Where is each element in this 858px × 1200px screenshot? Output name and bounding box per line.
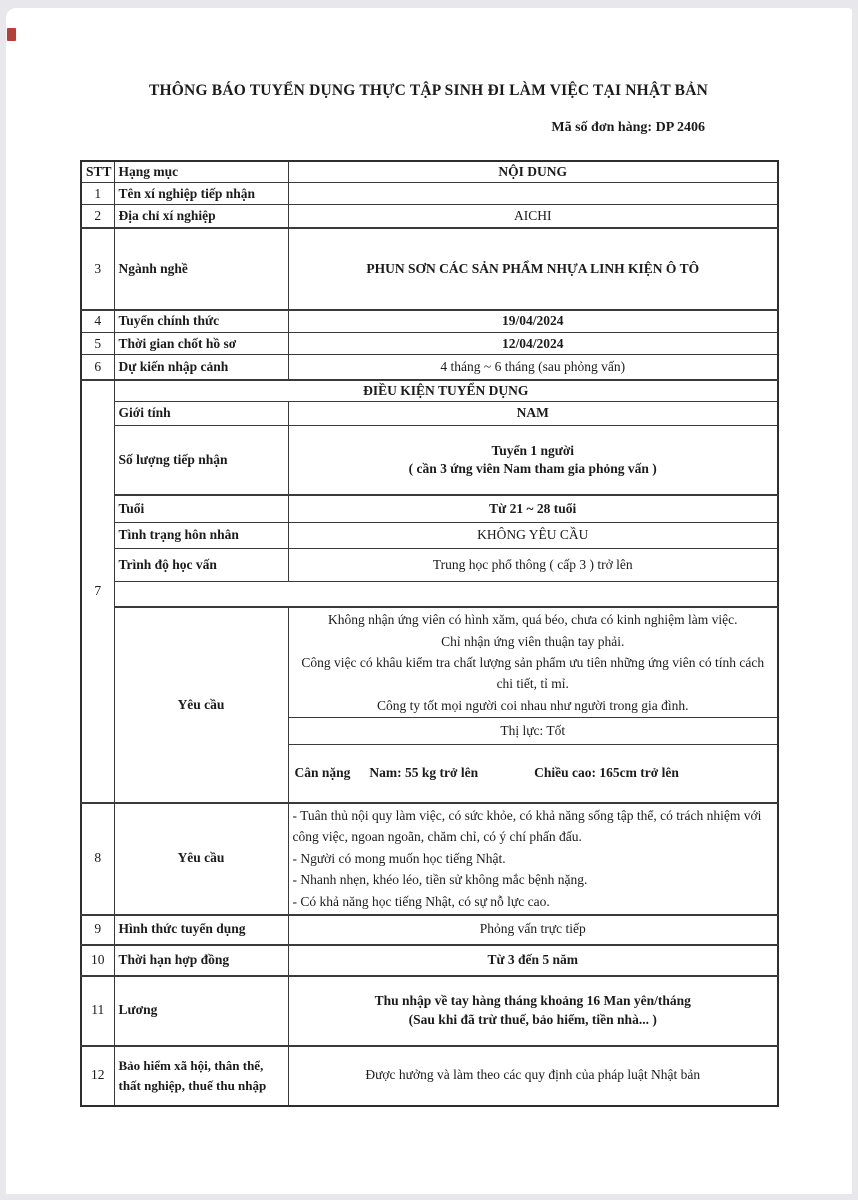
stt-cell: 1 [81, 183, 114, 205]
label-cell: Hình thức tuyển dụng [114, 915, 288, 945]
stt-cell: 4 [81, 310, 114, 333]
row-dia-chi [81, 205, 778, 228]
value-cell: KHÔNG YÊU CẦU [288, 522, 778, 548]
spacer-cell [114, 581, 778, 607]
weight-height-line [293, 764, 774, 782]
label-cell: Dự kiến nhập cảnh [114, 355, 288, 380]
weight-label: Cân nặng [294, 765, 351, 781]
value-cell [288, 183, 778, 205]
stt-cell: 11 [81, 976, 114, 1046]
label-cell: Ngành nghề [114, 228, 288, 310]
quantity-line1: Tuyển 1 người [491, 442, 575, 458]
value-cell: Được hưởng và làm theo các quy định của pháp luật Nhật bản [288, 1046, 778, 1106]
row-hon-nhan [81, 522, 778, 548]
label-cell: Trình độ học vấn [114, 548, 288, 581]
stt-cell: 3 [81, 228, 114, 310]
label-cell: Yêu cầu [114, 607, 288, 802]
value-cell: 12/04/2024 [288, 333, 778, 355]
stt-cell: 6 [81, 355, 114, 380]
row-thoi-gian-chot-ho-so [81, 333, 778, 355]
bullet-line: - Tuân thủ nội quy làm việc, có sức khỏe, có khả năng sống tập thể, có trách nhiệm với công việc, ngoan ngoãn, chăm chỉ, có ý chí phấn đấu. [292, 807, 762, 845]
header-content: NỘI DUNG [288, 161, 778, 183]
row-so-luong [81, 425, 778, 495]
row-du-kien-nhap-canh [81, 355, 778, 380]
bullet-line: - Có khả năng học tiếng Nhật, có sự nỗ lực cao. [292, 893, 550, 909]
label-cell: Tình trạng hôn nhân [114, 522, 288, 548]
salary-line1: Thu nhập về tay hàng tháng khoảng 16 Man yên/tháng [374, 993, 691, 1009]
requirement-list-cell [288, 803, 778, 915]
row-yeu-cau-8 [81, 803, 778, 915]
row-ten-xi-nghiep [81, 183, 778, 205]
order-code: Mã số đơn hàng: DP 2406 [551, 120, 705, 135]
value-cell: 19/04/2024 [288, 310, 778, 333]
label-cell: Yêu cầu [114, 803, 288, 915]
requirement-line: Công ty tốt mọi người coi nhau như người trong gia đình. [377, 697, 689, 713]
label-cell: Bảo hiểm xã hội, thân thể, thất nghiệp, thuế thu nhập [114, 1046, 288, 1106]
label-cell: Thời hạn hợp đồng [114, 945, 288, 976]
stt-cell: 8 [81, 803, 114, 915]
row-tuyen-chinh-thuc [81, 310, 778, 333]
header-category: Hạng mục [114, 161, 288, 183]
label-cell: Tuổi [114, 495, 288, 522]
row-hoc-van [81, 548, 778, 581]
table-header-row [81, 161, 778, 183]
header-stt: STT [81, 161, 114, 183]
value-cell [288, 425, 778, 495]
value-cell: AICHI [288, 205, 778, 228]
value-cell: Từ 21 ~ 28 tuổi [288, 495, 778, 522]
page-title: THÔNG BÁO TUYỂN DỤNG THỰC TẬP SINH ĐI LÀM VIỆC TẠI NHẬT BẢN [149, 82, 708, 99]
row-spacer [81, 581, 778, 607]
stt-cell: 5 [81, 333, 114, 355]
label-cell: Tên xí nghiệp tiếp nhận [114, 183, 288, 205]
bullet-line: - Nhanh nhẹn, khéo léo, tiền sử không mắc bệnh nặng. [292, 872, 588, 888]
stt-cell: 12 [81, 1046, 114, 1106]
label-cell: Địa chỉ xí nghiệp [114, 205, 288, 228]
salary-line2: (Sau khi đã trừ thuế, bảo hiểm, tiền nhà... ) [408, 1011, 657, 1027]
value-cell: 4 tháng ~ 6 tháng (sau phỏng vấn) [288, 355, 778, 380]
value-cell: NAM [288, 401, 778, 425]
row-gioi-tinh [81, 401, 778, 425]
row-tuoi [81, 495, 778, 522]
weight-value: Nam: 55 kg trở lên [369, 765, 479, 781]
section-header-cell: ĐIỀU KIỆN TUYỂN DỤNG [114, 380, 778, 402]
requirement-line: Không nhận ứng viên có hình xăm, quá béo, chưa có kinh nghiệm làm việc. [328, 612, 738, 628]
row-thoi-han [81, 945, 778, 976]
row-bao-hiem [81, 1046, 778, 1106]
weight-height-cell [288, 745, 778, 803]
requirement-line: Công việc có khâu kiểm tra chất lượng sản phẩm ưu tiên những ứng viên có tính cách chi tiết, tỉ mỉ. [301, 655, 765, 692]
stt-cell: 9 [81, 915, 114, 945]
stt-cell: 2 [81, 205, 114, 228]
label-cell: Lương [114, 976, 288, 1046]
height-value: Chiều cao: 165cm trở lên [534, 765, 679, 781]
value-cell: Trung học phổ thông ( cấp 3 ) trở lên [288, 548, 778, 581]
label-cell: Tuyển chính thức [114, 310, 288, 333]
label-cell: Số lượng tiếp nhận [114, 425, 288, 495]
vision-cell: Thị lực: Tốt [288, 718, 778, 745]
row-luong [81, 976, 778, 1046]
value-cell: Phỏng vấn trực tiếp [288, 915, 778, 945]
row-hinh-thuc [81, 915, 778, 945]
stt-cell-section7: 7 [81, 380, 114, 803]
paper-sheet [6, 8, 852, 1194]
value-cell: PHUN SƠN CÁC SẢN PHẨM NHỰA LINH KIỆN Ô TÔ [288, 228, 778, 310]
job-posting-table [80, 160, 779, 1107]
value-cell: Từ 3 đến 5 năm [288, 945, 778, 976]
row-yeu-cau-7 [81, 607, 778, 717]
stt-cell: 10 [81, 945, 114, 976]
requirement-text-cell [288, 607, 778, 717]
requirement-line: Chỉ nhận ứng viên thuận tay phải. [441, 633, 625, 649]
row-dieu-kien-header [81, 380, 778, 402]
row-nganh-nghe [81, 228, 778, 310]
bullet-line: - Người có mong muốn học tiếng Nhật. [292, 850, 506, 866]
label-cell: Thời gian chốt hồ sơ [114, 333, 288, 355]
label-cell: Giới tính [114, 401, 288, 425]
value-cell [288, 976, 778, 1046]
quantity-line2: ( cần 3 ứng viên Nam tham gia phỏng vấn ) [408, 461, 657, 477]
corner-red-marker [7, 28, 16, 41]
